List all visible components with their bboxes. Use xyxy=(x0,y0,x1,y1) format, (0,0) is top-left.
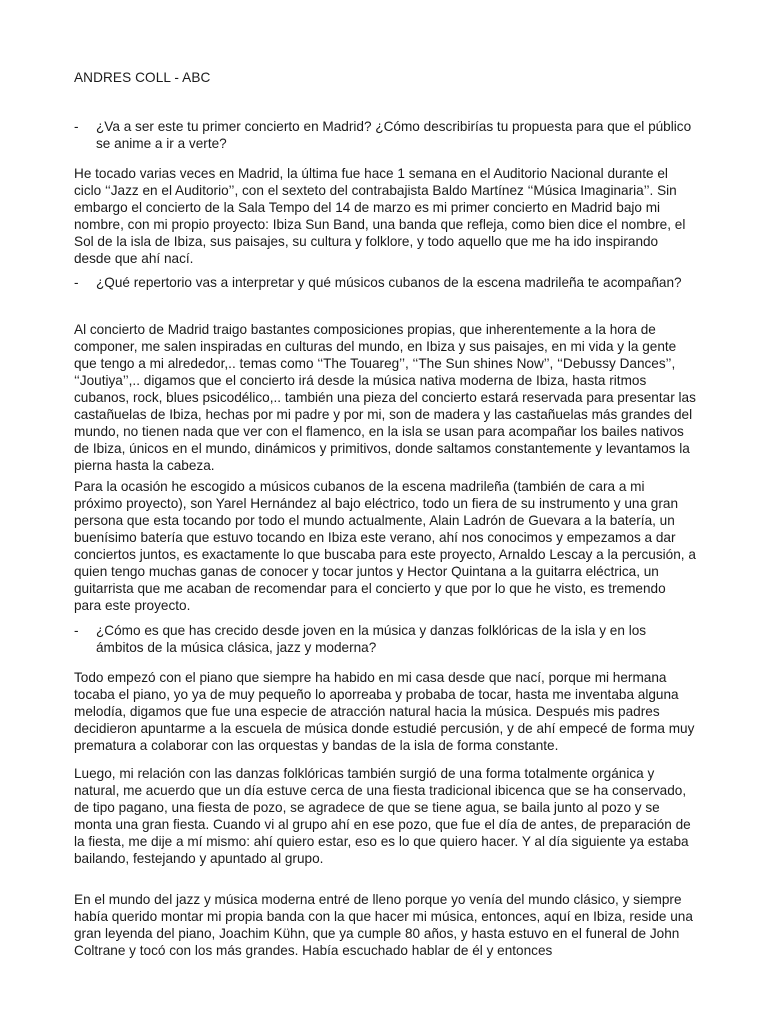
question-dash: - xyxy=(74,623,79,638)
question-dash: - xyxy=(74,275,79,290)
question-3 xyxy=(74,622,694,656)
answer-paragraph-4: Todo empezó con el piano que siempre ha habido en mi casa desde que nací, porque mi hermana tocaba el piano, yo ya de muy pequeño lo aporreaba y probaba de tocar, hasta me inventaba alguna melodía, digamos que fue una especie de atracción natural hacia la música. Después mis padres decidieron apuntarme a la escuela de música donde estudié percusión, y de ahí empecé de forma muy prematura a colaborar con las orquestas y bandas de la isla de forma constante. xyxy=(74,670,695,753)
question-dash: - xyxy=(74,119,79,134)
question-text: ¿Va a ser este tu primer concierto en Madrid? ¿Cómo describirías tu propuesta para que el público se anime a ir a verte? xyxy=(96,119,692,151)
question-text: ¿Cómo es que has crecido desde joven en la música y danzas folklóricas de la isla y en los ámbitos de la música clásica, jazz y moderna? xyxy=(96,623,647,655)
answer-paragraph-1: He tocado varias veces en Madrid, la última fue hace 1 semana en el Auditorio Nacional durante el ciclo ‘‘Jazz en el Auditorio’’, con el sexteto del contrabajista Baldo Martínez ‘‘Música Imaginaria’’. Sin embargo el concierto de la Sala Tempo del 14 de marzo es mi primer concierto en Madrid bajo mi nombre, con mi propio proyecto: Ibiza Sun Band, una banda que refleja, como bien dice el nombre, el Sol de la isla de Ibiza, sus paisajes, su cultura y folklore, y todo aquello que me ha ido inspirando desde que ahí nací. xyxy=(74,166,686,266)
question-1 xyxy=(74,118,694,152)
question-text: ¿Qué repertorio vas a interpretar y qué músicos cubanos de la escena madrileña te acompañan? xyxy=(96,275,682,290)
answer-paragraph-5: Luego, mi relación con las danzas folklóricas también surgió de una forma totalmente orgánica y natural, me acuerdo que un día estuve cerca de una fiesta tradicional ibicenca que se ha conservado, de tipo pagano, una fiesta de pozo, se agradece de que se tiene agua, se baila junto al pozo y se monta una gran fiesta. Cuando vi al grupo ahí en ese pozo, que fue el día de antes, de preparación de la fiesta, me dije a mí mismo: ahí quiero estar, eso es lo que quiero hacer. Y al día siguiente ya estaba bailando, festejando y apuntado al grupo. xyxy=(74,766,691,866)
document-title: ANDRES COLL - ABC xyxy=(74,70,211,85)
answer-paragraph-6: En el mundo del jazz y música moderna entré de lleno porque yo venía del mundo clásico, y siempre había querido montar mi propia banda con la que hacer mi música, entonces, aquí en Ibiza, reside una gran leyenda del piano, Joachim Kühn, que ya cumple 80 años, y hasta estuvo en el funeral de John Coltrane y tocó con los más grandes. Había escuchado hablar de él y entonces xyxy=(74,892,693,958)
question-2 xyxy=(74,274,694,291)
answer-paragraph-3: Para la ocasión he escogido a músicos cubanos de la escena madrileña (también de cara a mi próximo proyecto), son Yarel Hernández al bajo eléctrico, todo un fiera de su instrumento y una gran persona que esta tocando por todo el mundo actualmente, Alain Ladrón de Guevara a la batería, un buenísimo batería que estuvo tocando en Ibiza este verano, ahí nos conocimos y empezamos a dar conciertos juntos, es exactamente lo que buscaba para este proyecto, Arnaldo Lescay a la percusión, a quien tengo muchas ganas de conocer y tocar juntos y Hector Quintana a la guitarra eléctrica, un guitarrista que me acaban de recomendar para el concierto y que por lo que he visto, es tremendo para este proyecto. xyxy=(74,479,696,613)
answer-paragraph-2: Al concierto de Madrid traigo bastantes composiciones propias, que inherentemente a la hora de componer, me salen inspiradas en culturas del mundo, en Ibiza y sus paisajes, en mi vida y la gente que tengo a mi alrededor,.. temas como ‘‘The Touareg’’, ‘‘The Sun shines Now’’, ‘‘Debussy Dances’’, ‘‘Joutiya’’,.. digamos que el concierto irá desde la música nativa moderna de Ibiza, hasta ritmos cubanos, rock, blues psicodélico,.. también una pieza del concierto estará reservada para presentar las castañuelas de Ibiza, hechas por mi padre y por mi, son de madera y las castañuelas más grandes del mundo, no tienen nada que ver con el flamenco, en la isla se usan para acompañar los bailes nativos de Ibiza, únicos en el mundo, dinámicos y primitivos, donde saltamos constantemente y levantamos la pierna hasta la cabeza. xyxy=(74,322,696,473)
